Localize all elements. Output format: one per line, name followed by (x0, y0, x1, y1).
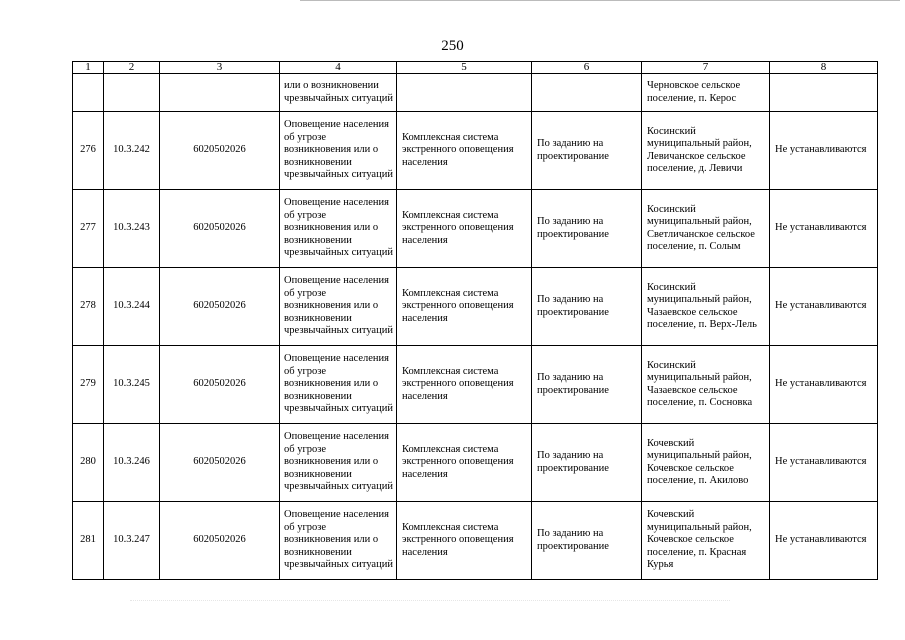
table-cell-code: 10.3.244 (104, 268, 160, 346)
column-header: 3 (160, 62, 280, 74)
table-cell (770, 74, 878, 112)
table-cell-purpose: Оповещение населения об угрозе возникновения или о возникновении чрезвычайных ситуаций (280, 190, 397, 268)
table-cell-kbk: 6020502026 (160, 424, 280, 502)
scan-artifact (130, 600, 730, 602)
table-cell-params: По заданию на проектирование (532, 268, 642, 346)
table-row (73, 190, 878, 268)
table-row (73, 268, 878, 346)
column-header: 2 (104, 62, 160, 74)
table-cell (532, 74, 642, 112)
column-header: 6 (532, 62, 642, 74)
table-cell-location: Косинский муниципальный район, Чазаевское сельское поселение, п. Верх-Лель (642, 268, 770, 346)
table-cell-code: 10.3.242 (104, 112, 160, 190)
table-cell-name: Комплексная система экстренного оповещения населения (397, 424, 532, 502)
table-cell-zone: Не устанавливаются (770, 502, 878, 580)
table-cell-zone: Не устанавливаются (770, 190, 878, 268)
table-cell-purpose: Оповещение населения об угрозе возникновения или о возникновении чрезвычайных ситуаций (280, 268, 397, 346)
table-cell-name: Комплексная система экстренного оповещения населения (397, 268, 532, 346)
table-cell-number: 280 (73, 424, 104, 502)
table-cell-number: 276 (73, 112, 104, 190)
table-cell-code: 10.3.247 (104, 502, 160, 580)
table-cell-params: По заданию на проектирование (532, 424, 642, 502)
table-cell-params: По заданию на проектирование (532, 190, 642, 268)
table-cell-location: Косинский муниципальный район, Светличанское сельское поселение, п. Солым (642, 190, 770, 268)
table-cell-location: Кочевский муниципальный район, Кочевское сельское поселение, п. Акилово (642, 424, 770, 502)
table-cell-number: 278 (73, 268, 104, 346)
table-cell-number: 281 (73, 502, 104, 580)
table-cell-kbk: 6020502026 (160, 190, 280, 268)
table-cell (160, 74, 280, 112)
table-cell-location: Кочевский муниципальный район, Кочевское сельское поселение, п. Красная Курья (642, 502, 770, 580)
table-row (73, 346, 878, 424)
table-row (73, 112, 878, 190)
table-cell-code: 10.3.245 (104, 346, 160, 424)
table-cell-zone: Не устанавливаются (770, 346, 878, 424)
table-cell-name: Комплексная система экстренного оповещения населения (397, 502, 532, 580)
column-header: 1 (73, 62, 104, 74)
table-cell (397, 74, 532, 112)
table-cell (73, 74, 104, 112)
table-cell-params: По заданию на проектирование (532, 502, 642, 580)
table-cell-params: По заданию на проектирование (532, 112, 642, 190)
table-cell-number: 279 (73, 346, 104, 424)
table-cell-location: Косинский муниципальный район, Чазаевское сельское поселение, п. Сосновка (642, 346, 770, 424)
table-cell-code: 10.3.246 (104, 424, 160, 502)
table-cell-purpose: Оповещение населения об угрозе возникновения или о возникновении чрезвычайных ситуаций (280, 424, 397, 502)
table-cell-name: Комплексная система экстренного оповещения населения (397, 112, 532, 190)
table-cell-kbk: 6020502026 (160, 112, 280, 190)
column-header: 7 (642, 62, 770, 74)
header-row (73, 62, 878, 74)
table-cell-zone: Не устанавливаются (770, 112, 878, 190)
table-cell-purpose: или о возникновении чрезвычайных ситуаций (280, 74, 397, 112)
column-header: 8 (770, 62, 878, 74)
table-cell-kbk: 6020502026 (160, 502, 280, 580)
table-cell-purpose: Оповещение населения об угрозе возникновения или о возникновении чрезвычайных ситуаций (280, 502, 397, 580)
table-cell-zone: Не устанавливаются (770, 424, 878, 502)
column-header: 4 (280, 62, 397, 74)
column-header: 5 (397, 62, 532, 74)
table-row (73, 502, 878, 580)
table-cell-name: Комплексная система экстренного оповещения населения (397, 346, 532, 424)
table-cell-params: По заданию на проектирование (532, 346, 642, 424)
table-cell-number: 277 (73, 190, 104, 268)
table-cell-kbk: 6020502026 (160, 346, 280, 424)
table-row (73, 424, 878, 502)
scan-edge-line (300, 0, 900, 1)
table-cell-name: Комплексная система экстренного оповещения населения (397, 190, 532, 268)
continuation-row (73, 74, 878, 112)
page-number: 250 (441, 38, 464, 54)
table-cell-purpose: Оповещение населения об угрозе возникновения или о возникновении чрезвычайных ситуаций (280, 346, 397, 424)
table-cell-purpose: Оповещение населения об угрозе возникновения или о возникновении чрезвычайных ситуаций (280, 112, 397, 190)
table-cell-location: Косинский муниципальный район, Левичанское сельское поселение, д. Левичи (642, 112, 770, 190)
register-table (72, 61, 878, 580)
table-cell-kbk: 6020502026 (160, 268, 280, 346)
table-cell-code: 10.3.243 (104, 190, 160, 268)
table-cell-location: Черновское сельское поселение, п. Керос (642, 74, 770, 112)
table-cell (104, 74, 160, 112)
table-cell-zone: Не устанавливаются (770, 268, 878, 346)
